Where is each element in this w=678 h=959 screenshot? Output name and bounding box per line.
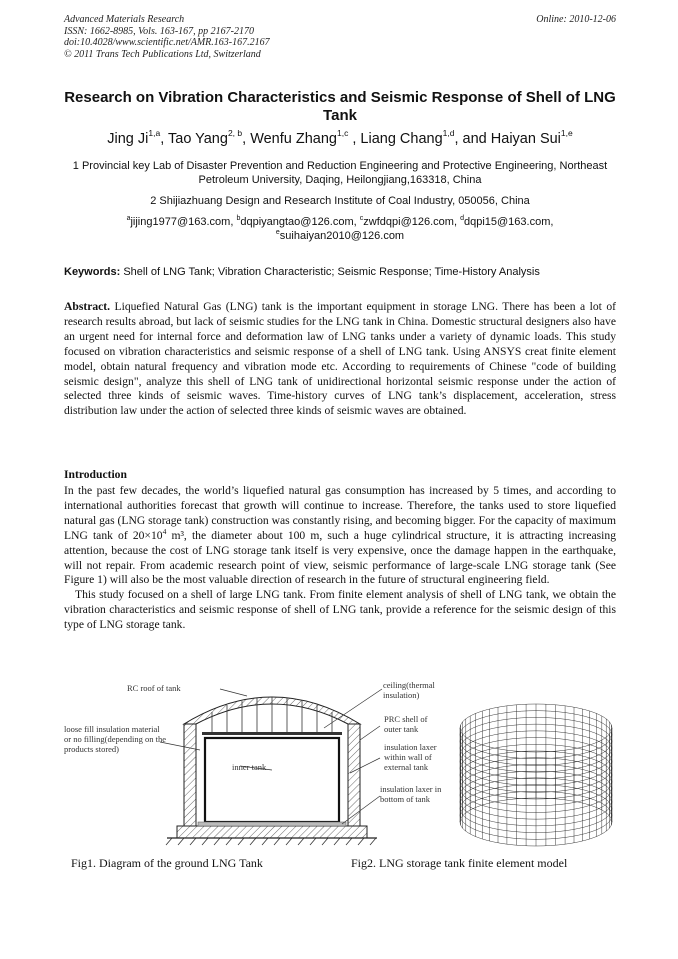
author-affil-mark: 1,e [560,128,573,138]
intro-p1-text-cont: m³, the diameter about 100 m, such a huge cylindrical structure, it is attracting increasing attention, because the cost of LNG storage tank itself is very expensive, once the damage happen in the earthquake, will not repair. From academic research point of view, seismic performance of large-scale LNG storage tank (See Figure 1) will also be the most valuable direction of research in the future of structural engineering field. [64,528,616,587]
journal-header [64,14,616,60]
email-mark: e [275,229,280,236]
section-heading-introduction: Introduction [64,468,127,481]
label-loose-fill-2: or no filling(depending on the [64,734,166,744]
author-affil-mark: 2, b [227,128,243,138]
label-insulation-wall: insulation laxer [384,742,437,752]
exponent: 4 [162,526,167,536]
label-insulation-wall-3: external tank [384,762,429,772]
copyright-line: © 2011 Trans Tech Publications Ltd, Switzerland [64,48,261,60]
label-prc-shell-2: outer tank [384,724,419,734]
email-mark: a [126,215,131,222]
label-prc-shell: PRC shell of [384,714,428,724]
base-slab [177,826,367,838]
email-mark: c [359,215,364,222]
figure2-caption: Fig2. LNG storage tank finite element model [351,856,568,870]
email-mark: d [460,215,464,222]
abstract-label: Abstract. [64,300,111,313]
intro-p1-text: In the past few decades, the world’s liquefied natural gas consumption has increased by 5 times, and according to international authorities forecast that growth will continue to increase. Therefore, the tanks used to store liquefied natural gas (LNG storage tank) construction was constantly rising, and becoming bigger. For the capacity of maximum LNG tank of 20×10 [64,484,616,542]
suspended-ceiling [202,732,342,735]
label-ceiling: ceiling(thermal [383,680,435,690]
keywords-label: Keywords: [64,266,121,278]
author-name: Liang Chang [360,131,443,147]
journal-name: Advanced Materials Research [64,14,185,25]
author-name: Jing Ji [107,131,149,147]
author-affil-mark: 1,c [336,128,349,138]
keywords-text: Shell of LNG Tank; Vibration Characteristic; Seismic Response; Time-History Analysis [123,266,540,278]
ceiling-rods [212,697,332,732]
label-loose-fill: loose fill insulation material [64,724,160,734]
abstract-text: Liquefied Natural Gas (LNG) tank is the important equipment in storage LNG. There has been a lot of research results abroad, but lack of seismic studies for the LNG tank in China. Domestic structural designers also have an urgent need for internal force and deformation law of LNG tanks under a variety of dynamic loads. This study focused on vibration characteristics and seismic response of a shell of LNG tank. Using ANSYS creat finite element model, obtain natural frequency and vibration mode etc. According to requirements of Chinese "code of building seismic design", analyze this shell of LNG tank of unidirectional horizontal seismic response under the action of selected three kinds of seismic waves. Time-history curves of LNG tank’s displacement, acceleration, stress distribution law under the action of selected three kinds of seismic waves are obtained. [64,300,616,418]
affiliation-2: 2 Shijiazhuang Design and Research Institute of Coal Industry, 050056, China [150,195,530,207]
author-name: Haiyan Sui [490,131,561,147]
keywords [64,265,616,279]
label-ceiling-2: insulation) [383,690,420,700]
bottom-insulation [198,822,346,826]
email-address[interactable]: suihaiyan2010@126.com [279,230,405,242]
label-loose-fill-3: products stored) [64,744,120,754]
author-affil-mark: 1,a [148,128,161,138]
email-address[interactable]: dqpi15@163.com [463,216,551,228]
label-inner-tank: inner tank [232,762,267,772]
abstract [64,300,616,419]
intro-paragraph-2: This study focused on a shell of large LNG tank. From finite element analysis of shell of LNG tank, we obtain the vibration characteristics and seismic response of shell of LNG tank, provide a reference for the seismic design of this type of LNG storage tank. [64,588,616,632]
online-date: Online: 2010-12-06 [536,14,616,25]
author-affil-mark: 1,d [442,128,455,138]
issn-line: ISSN: 1662-8985, Vols. 163-167, pp 2167-2170 [64,25,254,37]
label-insulation-bottom: insulation laxer in [380,784,442,794]
author-and: , and [454,131,491,147]
figure1-caption: Fig1. Diagram of the ground LNG Tank [71,856,263,870]
outer-wall-left [184,724,196,826]
email-address[interactable]: zwfdqpi@126.com [363,216,454,228]
ground-hatch [166,838,376,845]
introduction-body [64,484,616,633]
inner-tank [205,738,339,822]
lng-tank-diagram [62,678,457,853]
email-list: $^a$jijing1977@163.com, $^b$dqpiyangtao@126.com, $^c$zwfdqpi@126.com, $^d$dqpi15@163.com, $^e$suihaiyan2010@126.com [126,215,554,242]
email-address[interactable]: dqpiyangtao@126.com [240,216,354,228]
email-mark: b [236,215,241,222]
finite-element-model [456,700,616,850]
doi-line: doi:10.4028/www.scientific.net/AMR.163-167.2167 [64,37,270,48]
label-insulation-wall-2: within wall of [384,752,432,762]
label-roof: RC roof of tank [127,683,181,693]
paper-title: Research on Vibration Characteristics and Seismic Response of Shell of LNG Tank [64,89,616,124]
label-insulation-bottom-2: bottom of tank [380,794,431,804]
affiliation-1: 1 Provincial key Lab of Disaster Prevention and Reduction Engineering and Protective Engineering, Northeast Petroleum University, Daqing, Heilongjiang,163318, China [72,160,608,186]
fe-mesh [460,704,612,846]
author-name: Wenfu Zhang [250,131,337,147]
intro-paragraph-1 [64,484,616,588]
author-name: Tao Yang [168,131,228,147]
outer-wall-right [348,724,360,826]
author-list: Jing Ji$^{1,a}$, Tao Yang$^{2, b}$, Wenfu Zhang$^{1,c}$ , Liang Chang$^{1,d}$, and Haiyan Sui$^{1,e}$ [107,128,573,147]
email-address[interactable]: jijing1977@163.com [130,216,231,228]
